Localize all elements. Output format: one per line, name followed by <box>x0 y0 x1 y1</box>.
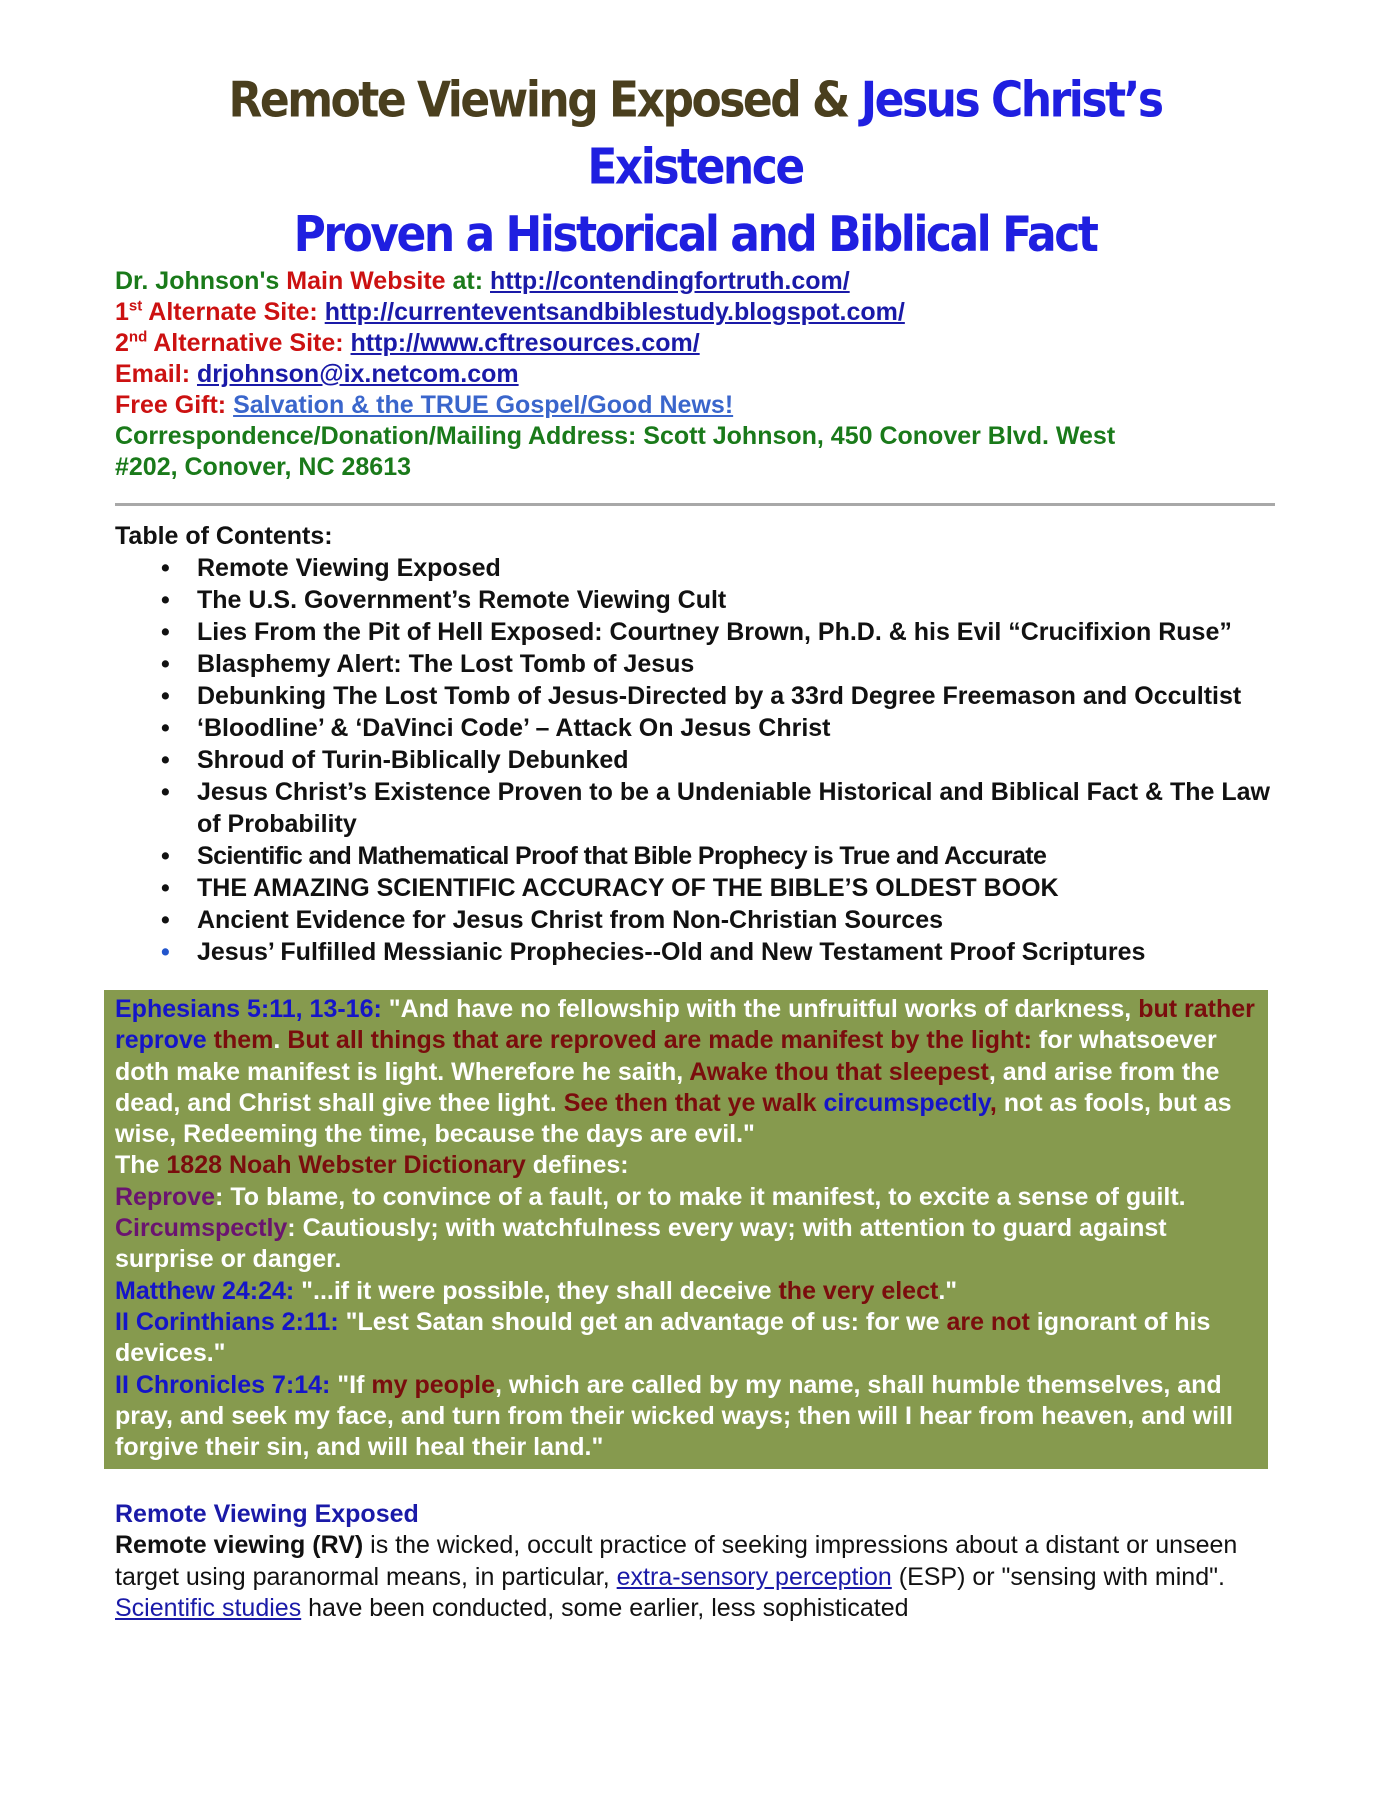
alternate-site-2-number: 2 <box>115 329 129 357</box>
toc-item: • Lies From the Pit of Hell Exposed: Courtney Brown, Ph.D. & his Evil “Crucifixion Ruse” <box>197 616 1275 648</box>
mailing-address-line-2: #202, Conover, NC 28613 <box>115 453 411 481</box>
toc-item: • Debunking The Lost Tomb of Jesus-Directed by a 33rd Degree Freemason and Occultist <box>197 680 1275 712</box>
matthew-passage <box>115 1276 1258 1307</box>
toc-title: Table of Contents: <box>115 522 333 550</box>
webster-intro <box>115 1150 1258 1181</box>
main-website-line <box>115 266 1275 297</box>
mailing-address-line-1: Correspondence/Donation/Mailing Address: Scott Johnson, 450 Conover Blvd. West <box>115 422 1116 450</box>
alternate-site-1-line <box>115 297 1275 328</box>
paragraph-text-3: have been conducted, some earlier, less sophisticated <box>301 1594 909 1623</box>
toc-item: • Blasphemy Alert: The Lost Tomb of Jesus <box>197 648 1275 680</box>
section-paragraph <box>115 1530 1275 1625</box>
ephesians-text-13: not as fools, but as wise, Redeeming the time, because the days are evil." <box>115 1088 1232 1149</box>
main-website-label: Main Website <box>286 267 446 295</box>
corinthians-ref: II Corinthians 2:11: <box>115 1307 339 1336</box>
circumspectly-word: Circumspectly <box>115 1214 288 1243</box>
document-page <box>115 71 1275 1625</box>
alternate-site-1-number: 1 <box>115 298 129 326</box>
toc-item: • ‘Bloodline’ & ‘DaVinci Code’ – Attack On Jesus Christ <box>197 712 1275 744</box>
table-of-contents <box>115 552 1275 968</box>
ephesians-text-5: . <box>273 1026 288 1055</box>
toc-item: • The U.S. Government’s Remote Viewing Cult <box>197 584 1275 616</box>
main-website-link[interactable]: http://contendingfortruth.com/ <box>490 267 850 295</box>
chronicles-ref: II Chronicles 7:14: <box>115 1370 331 1399</box>
ephesians-text-10: See then that ye walk <box>563 1088 824 1117</box>
ephesians-text-9: , and arise from the dead, and Christ shall give thee light. <box>115 1057 1220 1117</box>
corinthians-passage <box>115 1307 1258 1370</box>
matthew-text-3: ." <box>938 1276 958 1305</box>
ephesians-ref: Ephesians 5:11, 13-16: <box>115 995 382 1023</box>
alternate-site-1-label: Alternate Site: <box>142 298 325 326</box>
ephesians-text-12: , <box>989 1088 997 1117</box>
reprove-definition <box>115 1182 1258 1213</box>
free-gift-line <box>115 390 1275 421</box>
paragraph-text-1: is the wicked, occult practice of seeking impressions about a distant or unseen target using paranormal means, in particular, <box>115 1531 1238 1591</box>
free-gift-link[interactable]: Salvation & the TRUE Gospel/Good News! <box>233 391 734 419</box>
webster-text-1: The <box>115 1151 167 1180</box>
toc-item: • Ancient Evidence for Jesus Christ from Non-Christian Sources <box>197 904 1275 936</box>
contact-header <box>115 266 1275 483</box>
alternate-site-1-ordinal: st <box>128 297 143 315</box>
ephesians-text-7: for whatsoever doth make manifest is light. Wherefore he saith, <box>115 1026 1217 1086</box>
toc-item: • Jesus Christ’s Existence Proven to be a Undeniable Historical and Biblical Fact & The Law of Probability <box>197 776 1275 840</box>
main-website-prefix: Dr. Johnson's <box>115 267 287 295</box>
alternate-site-2-label: Alternative Site: <box>147 329 351 357</box>
paragraph-text-2: (ESP) or "sensing with mind". <box>891 1562 1225 1591</box>
ephesians-text-2: but rather <box>1138 995 1255 1023</box>
title-part-1: Remote Viewing Exposed & <box>228 71 861 129</box>
toc-item: • Jesus’ Fulfilled Messianic Prophecies--Old and New Testament Proof Scriptures <box>197 936 1275 968</box>
document-title <box>115 67 1275 269</box>
ephesians-text-1: "And have no fellowship with the unfruitful works of darkness, <box>381 995 1139 1023</box>
alternate-site-2-link[interactable]: http://www.cftresources.com/ <box>350 329 700 357</box>
circumspectly-text: : Cautiously; with watchfulness every way; with attention to guard against surprise or danger. <box>115 1214 1167 1274</box>
horizontal-divider <box>115 503 1275 506</box>
ephesians-text-4: them <box>206 1026 274 1055</box>
alternate-site-2-line <box>115 328 1275 359</box>
toc-item: • Shroud of Turin-Biblically Debunked <box>197 744 1275 776</box>
section-title: Remote Viewing Exposed <box>115 1500 419 1529</box>
chronicles-passage <box>115 1370 1258 1464</box>
free-gift-label: Free Gift: <box>115 391 234 419</box>
ephesians-text-8: Awake thou that sleepest <box>689 1057 989 1086</box>
chronicles-text-2: my people <box>371 1370 496 1399</box>
email-line <box>115 359 1275 390</box>
scripture-box <box>104 990 1268 1469</box>
corinthians-text-1: "Lest Satan should get an advantage of us: for we <box>338 1307 947 1336</box>
toc-item: • Remote Viewing Exposed <box>197 552 1275 584</box>
title-line-2: Proven a Historical and Biblical Fact <box>293 206 1097 264</box>
email-link[interactable]: drjohnson@ix.netcom.com <box>196 360 519 388</box>
alternate-site-2-ordinal: nd <box>128 328 148 346</box>
chronicles-text-1: "If <box>330 1370 372 1399</box>
main-website-at: at: <box>445 267 491 295</box>
email-label: Email: <box>115 360 197 388</box>
term-remote-viewing: Remote viewing (RV) <box>115 1531 364 1560</box>
reprove-word: Reprove <box>115 1182 216 1211</box>
webster-dictionary-name: 1828 Noah Webster Dictionary <box>166 1151 526 1180</box>
scientific-studies-link[interactable]: Scientific studies <box>115 1594 302 1623</box>
alternate-site-1-link[interactable]: http://currenteventsandbiblestudy.blogspot.com/ <box>324 298 905 326</box>
matthew-text-1: "...if it were possible, they shall deceive <box>294 1276 779 1305</box>
ephesians-passage <box>115 994 1258 1150</box>
corinthians-text-3: ignorant of his devices." <box>115 1307 1211 1368</box>
toc-item: • THE AMAZING SCIENTIFIC ACCURACY OF THE BIBLE’S OLDEST BOOK <box>197 872 1275 904</box>
circumspectly-definition <box>115 1213 1258 1276</box>
corinthians-text-2: are not <box>946 1307 1030 1336</box>
matthew-ref: Matthew 24:24: <box>115 1276 295 1305</box>
chronicles-text-3: , which are called by my name, shall humble themselves, and pray, and seek my face, and turn from their wicked ways; then will I hear from heaven, and will forgive their sin, and will heal their land." <box>115 1370 1233 1462</box>
esp-link[interactable]: extra-sensory perception <box>616 1562 892 1591</box>
toc-item: • Scientific and Mathematical Proof that Bible Prophecy is True and Accurate <box>197 840 1275 872</box>
title-line-1 <box>115 67 1275 201</box>
ephesians-text-6: But all things that are reproved are made manifest by the light: <box>287 1026 1032 1055</box>
title-part-2: Jesus Christ’s Existence <box>587 71 1162 196</box>
ephesians-text-11: circumspectly <box>823 1088 990 1117</box>
matthew-text-2: the very elect <box>778 1276 939 1305</box>
ephesians-text-3: reprove <box>115 1026 207 1055</box>
reprove-text: : To blame, to convince of a fault, or to make it manifest, to excite a sense of guilt. <box>215 1182 1186 1211</box>
webster-text-3: defines: <box>525 1151 629 1180</box>
